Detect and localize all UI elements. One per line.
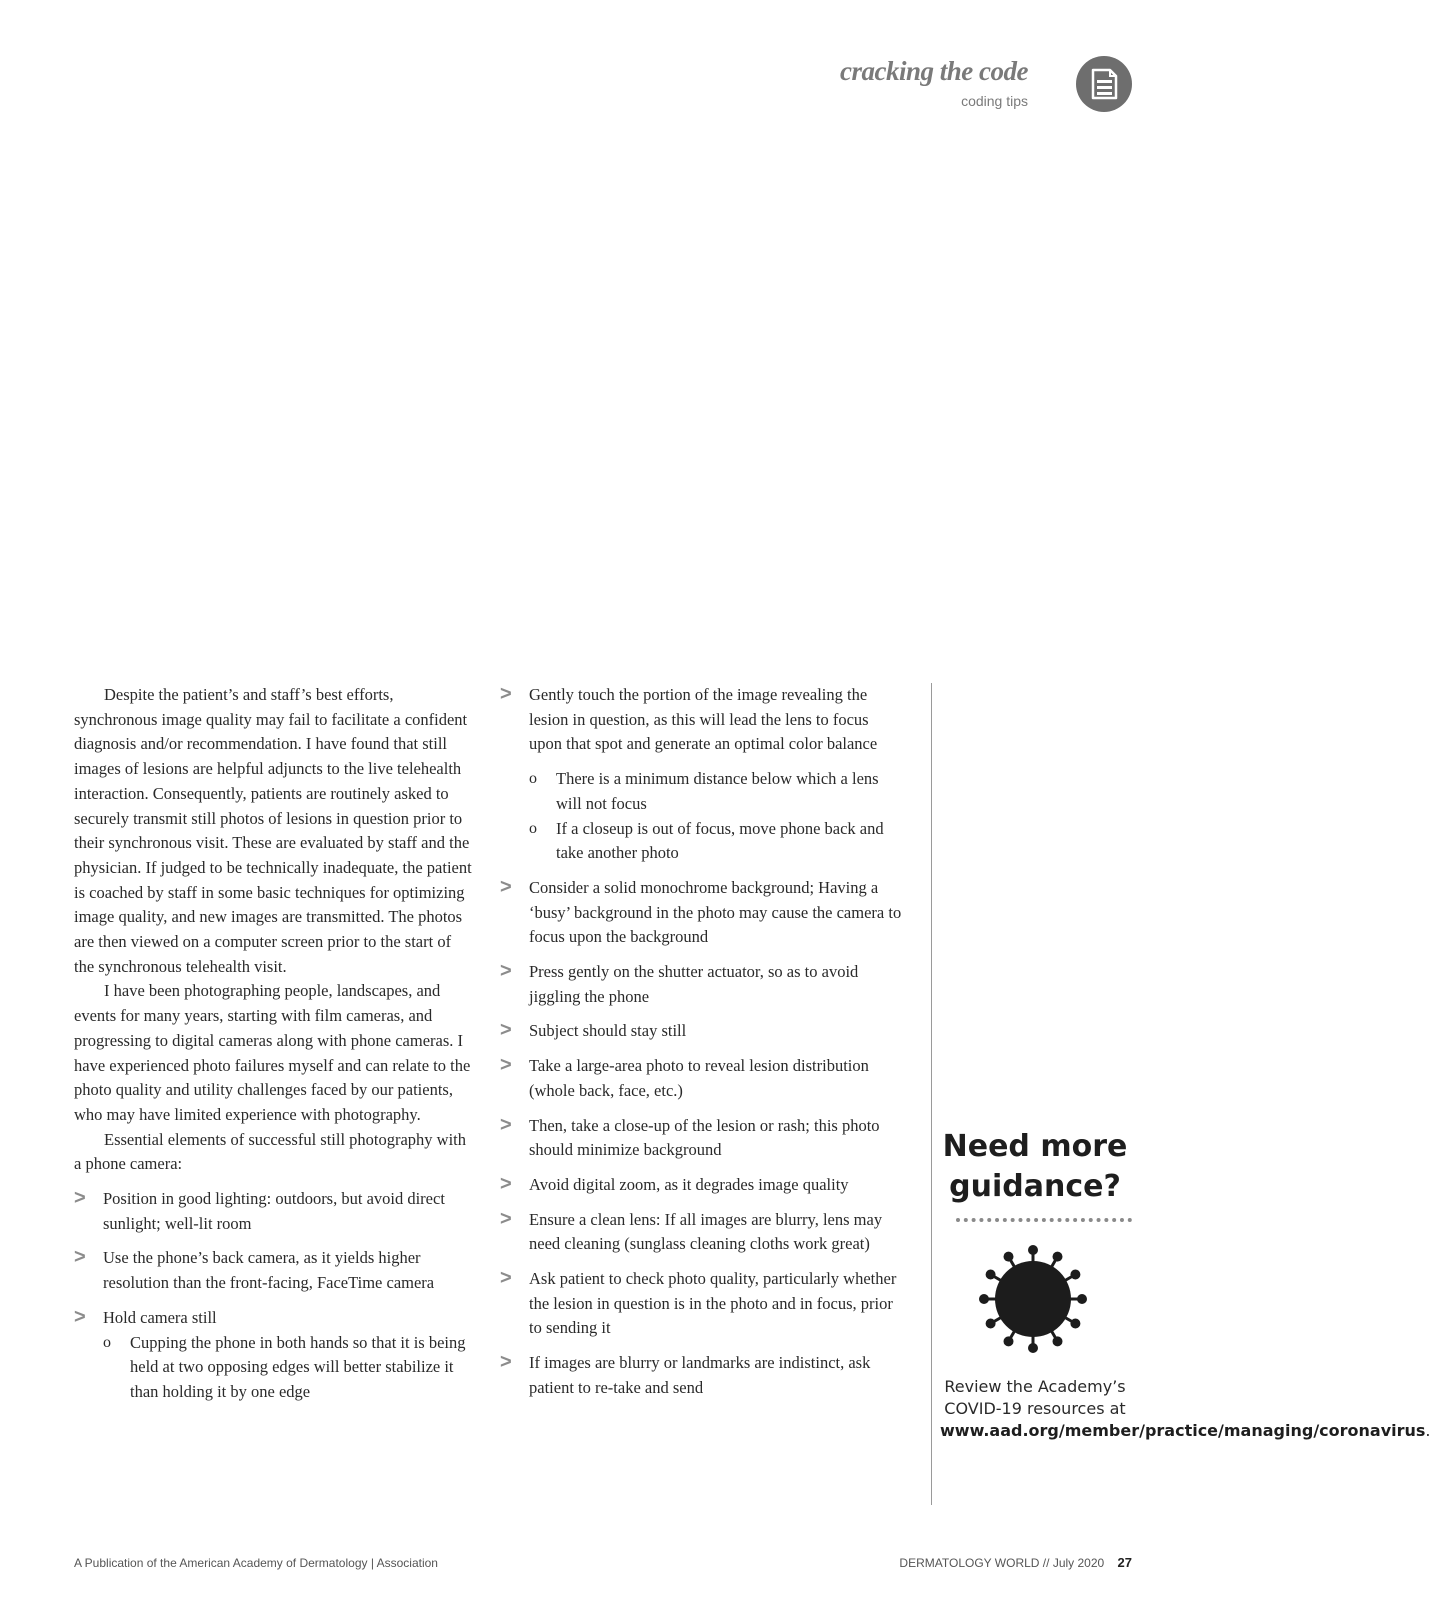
sub-list-item <box>500 767 905 816</box>
dotted-divider <box>956 1218 1132 1222</box>
section-subtitle: coding tips <box>961 93 1028 109</box>
sub-bullet-marker: o <box>103 1333 111 1351</box>
list-item-text: Avoid digital zoom, as it degrades image quality <box>529 1174 849 1194</box>
chevron-right-icon: > <box>500 960 512 983</box>
list-item-text: Ask patient to check photo quality, particularly whether the lesion in question is in the photo and in focus, prior to sending it <box>529 1269 897 1338</box>
chevron-right-icon: > <box>74 1187 86 1210</box>
chevron-right-icon: > <box>500 1172 512 1195</box>
list-item <box>500 960 905 1009</box>
list-item <box>500 1114 905 1163</box>
list-item-text: Consider a solid monochrome background; Having a ‘busy’ background in the photo may cause the camera to focus upon the background <box>529 877 902 947</box>
coronavirus-icon <box>978 1244 1088 1359</box>
sub-list-item <box>500 817 905 866</box>
list-item-text: Then, take a close-up of the lesion or rash; this photo should minimize background <box>529 1115 880 1160</box>
footer-publisher: A Publication of the American Academy of Dermatology | Association <box>74 1556 438 1570</box>
article-column-right <box>500 683 905 1401</box>
list-item <box>500 1173 905 1198</box>
sub-list-item-text: Cupping the phone in both hands so that it is being held at two opposing edges will better stabilize it than holding it by one edge <box>130 1332 466 1401</box>
list-item-text: Use the phone’s back camera, as it yields higher resolution than the front-facing, FaceTime camera <box>103 1248 435 1293</box>
list-item <box>500 1208 905 1257</box>
sidebar-heading: Need more guidance? <box>942 1129 1128 1204</box>
list-item <box>500 1351 905 1400</box>
list-item <box>500 1019 905 1044</box>
page-number: 27 <box>1117 1555 1132 1570</box>
body-paragraph: Despite the patient’s and staff’s best efforts, synchronous image quality may fail to facilitate a confident diagnosis and/or recommendation. I have found that still images of lesions are helpful adjuncts to the live telehealth interaction. Consequently, patients are routinely asked to securely transmit still photos of lesions in question prior to their synchronous visit. These are evaluated by staff and the physician. If judged to be technically inadequate, the patient is coached by staff in some basic techniques for optimizing image quality, and new images are transmitted. The photos are then viewed on a computer screen prior to the start of the synchronous telehealth visit. <box>74 685 472 976</box>
list-item-text: Gently touch the portion of the image revealing the lesion in question, as this will lead the lens to focus upon that spot and generate an optimal color balance <box>529 685 878 754</box>
sub-bullet-marker: o <box>529 819 537 837</box>
list-item-text: If images are blurry or landmarks are indistinct, ask patient to re-take and send <box>529 1353 871 1397</box>
issue-date: July 2020 <box>1052 1556 1105 1570</box>
chevron-right-icon: > <box>74 1246 86 1269</box>
list-item-text: Ensure a clean lens: If all images are blurry, lens may need cleaning (sunglass cleaning cloths work great) <box>529 1209 883 1254</box>
list-item <box>500 683 905 757</box>
body-paragraph: I have been photographing people, landscapes, and events for many years, starting with film cameras, and progressing to digital cameras along with phone cameras. I have experienced photo failures myself and can relate to the photo quality and utility challenges faced by our patients, who may have limited experience with photography. <box>74 981 471 1124</box>
article-column-left <box>74 683 474 1405</box>
sub-list-item-text: There is a minimum distance below which a lens will not focus <box>556 769 879 813</box>
list-item <box>500 1267 905 1341</box>
sub-bullet-marker: o <box>529 770 537 788</box>
list-item-text: Position in good lighting: outdoors, but avoid direct sunlight; well-lit room <box>103 1189 445 1233</box>
list-item <box>74 1306 474 1331</box>
list-item-text: Hold camera still <box>103 1307 217 1327</box>
chevron-right-icon: > <box>500 683 512 705</box>
list-item-text: Press gently on the shutter actuator, so as to avoid jiggling the phone <box>529 962 859 1006</box>
list-item-text: Subject should stay still <box>529 1021 687 1041</box>
chevron-right-icon: > <box>500 1113 512 1136</box>
body-paragraph: Essential elements of successful still photography with a phone camera: <box>74 1129 467 1174</box>
section-title: cracking the code <box>840 56 1028 86</box>
chevron-right-icon: > <box>74 1305 86 1328</box>
chevron-right-icon: > <box>500 1207 512 1230</box>
chevron-right-icon: > <box>500 1267 512 1290</box>
publication-name: DERMATOLOGY WORLD <box>899 1556 1040 1570</box>
column-divider <box>931 683 932 1505</box>
sub-list-item-text: If a closeup is out of focus, move phone back and take another photo <box>556 818 884 863</box>
sidebar-text <box>940 1376 1431 1442</box>
list-item-text: Take a large-area photo to reveal lesion distribution (whole back, face, etc.) <box>529 1056 869 1100</box>
footer-issue <box>899 1555 1132 1570</box>
footer-separator: // <box>1042 1556 1050 1570</box>
sidebar-text-prefix: Review the Academy’s COVID-19 resources at <box>944 1377 1126 1418</box>
chevron-right-icon: > <box>500 1351 512 1374</box>
sub-list-item <box>74 1331 474 1405</box>
document-icon <box>1076 56 1132 112</box>
sidebar-text-suffix: . <box>1425 1421 1431 1440</box>
chevron-right-icon: > <box>500 1054 512 1077</box>
chevron-right-icon: > <box>500 1019 512 1042</box>
chevron-right-icon: > <box>500 875 512 898</box>
list-item <box>74 1187 474 1236</box>
list-item <box>74 1246 474 1295</box>
resource-link[interactable]: www.aad.org/member/practice/managing/coronavirus <box>940 1421 1426 1440</box>
list-item <box>500 876 905 950</box>
list-item <box>500 1054 905 1103</box>
